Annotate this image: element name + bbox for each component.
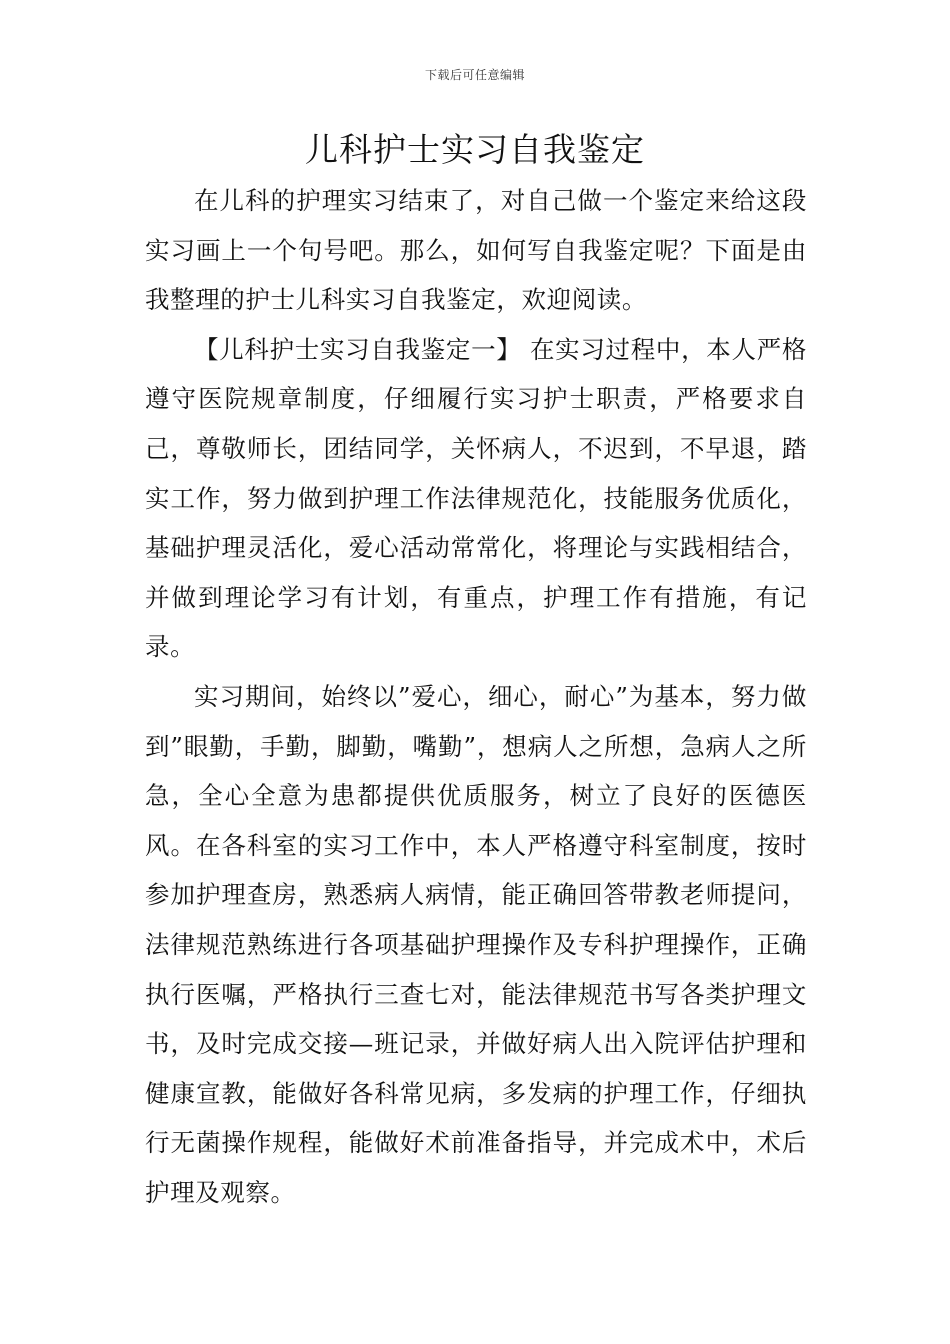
page-header-note: 下载后可任意编辑 bbox=[424, 68, 525, 82]
section-1-text: 在实习过程中，本人严格遵守医院规章制度，仔细履行实习护士职责，严格要求自己，尊敬师长，团结同学，关怀病人，不迟到，不早退，踏实工作，努力做到护理工作法律规范化，技能服务优质化，基础护理灵活化，爱心活动常常化，将理论与实践相结合，并做到理论学习有计划，有重点，护理工作有措施，有记录。 bbox=[145, 334, 807, 662]
section-1-spacer bbox=[521, 335, 529, 364]
document-title: 儿科护士实习自我鉴定 bbox=[305, 130, 645, 169]
internship-paragraph: 实习期间，始终以”爱心，细心，耐心”为基本，努力做到”眼勤，手勤，脚勤，嘴勤”，想病人之所想，急病人之所急，全心全意为患都提供优质服务，树立了良好的医德医风。在各科室的实习工作中，本人严格遵守科室制度，按时参加护理查房，熟悉病人病情，能正确回答带教老师提问，法律规范熟练进行各项基础护理操作及专科护理操作，正确执行医嘱，严格执行三查七对，能法律规范书写各类护理文书，及时完成交接—班记录，并做好病人出入院评估护理和健康宣教，能做好各科常见病，多发病的护理工作，仔细执行无菌操作规程，能做好术前准备指导，并完成术中，术后护理及观察。 bbox=[145, 681, 807, 1207]
section-1-paragraph bbox=[145, 325, 807, 672]
document-body bbox=[145, 176, 807, 1217]
intro-paragraph: 在儿科的护理实习结束了，对自己做一个鉴定来给这段实习画上一个句号吧。那么，如何写自我鉴定呢？下面是由我整理的护士儿科实习自我鉴定，欢迎阅读。 bbox=[145, 186, 807, 315]
section-1-heading: 【儿科护士实习自我鉴定一】 bbox=[194, 334, 522, 364]
